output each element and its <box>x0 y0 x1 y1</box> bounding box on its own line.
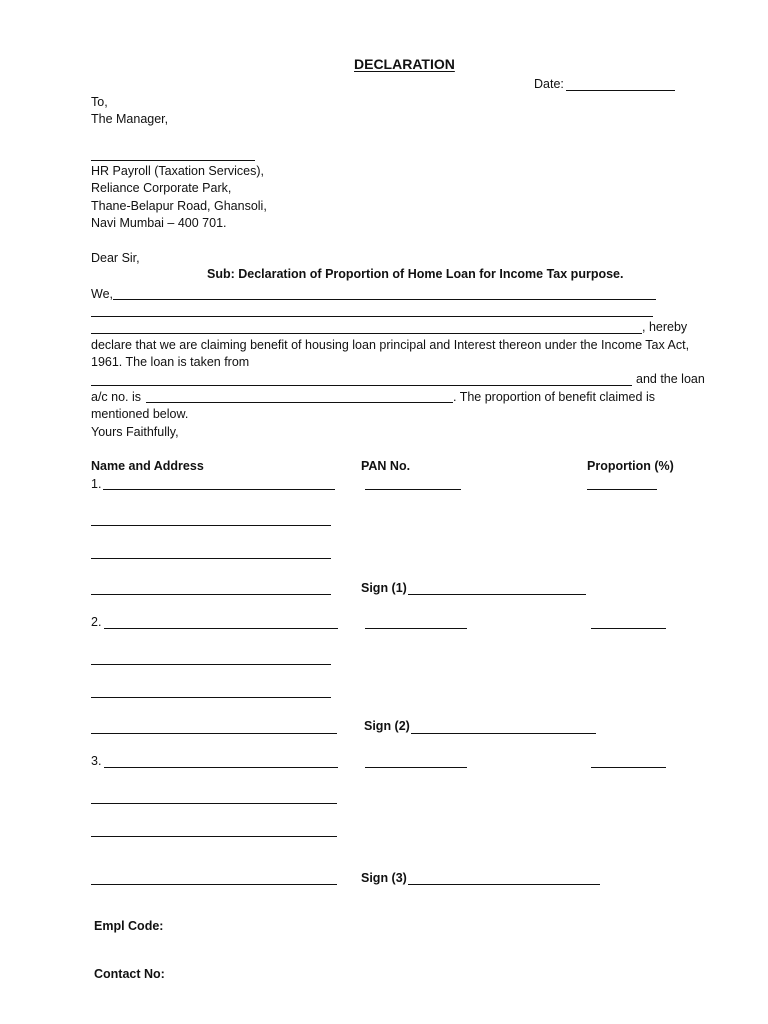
name-address-field[interactable] <box>91 733 337 734</box>
salutation: Dear Sir, <box>91 251 140 265</box>
proportion-field[interactable] <box>591 767 666 768</box>
declaration-text: declare that we are claiming benefit of housing loan principal and Interest thereon under the Income Tax Act, <box>91 338 690 352</box>
sign-label: Sign (1) <box>361 581 407 595</box>
name-address-field[interactable] <box>91 836 337 837</box>
pan-field[interactable] <box>365 628 467 629</box>
ac-no-label: a/c no. is <box>91 390 142 404</box>
proportion-field[interactable] <box>587 489 657 490</box>
declaration-text: 1961. The loan is taken from <box>91 355 250 369</box>
manager-name-field[interactable] <box>91 160 255 161</box>
names-field[interactable] <box>91 316 653 317</box>
name-address-field[interactable] <box>91 884 337 885</box>
to-line: To, <box>91 95 108 109</box>
manager-line: The Manager, <box>91 112 169 126</box>
name-address-field[interactable] <box>91 558 331 559</box>
name-address-field[interactable] <box>91 664 331 665</box>
name-address-field[interactable] <box>91 697 331 698</box>
mentioned-text: mentioned below. <box>91 407 189 421</box>
sign-label: Sign (2) <box>364 719 410 733</box>
name-address-field[interactable] <box>91 803 337 804</box>
name-address-field[interactable] <box>103 489 335 490</box>
empl-code-label: Empl Code: <box>94 919 164 933</box>
header-pan: PAN No. <box>361 459 411 473</box>
name-address-field[interactable] <box>91 594 331 595</box>
entry-number: 1. <box>91 477 102 491</box>
signature-field[interactable] <box>411 733 596 734</box>
loan-account-field[interactable] <box>146 402 453 403</box>
date-label: Date: <box>534 77 564 91</box>
subject-line: Sub: Declaration of Proportion of Home Loan for Income Tax purpose. <box>207 267 624 281</box>
pan-field[interactable] <box>365 489 461 490</box>
address-line: Navi Mumbai – 400 701. <box>91 216 227 230</box>
name-address-field[interactable] <box>104 767 338 768</box>
page-title: DECLARATION <box>354 56 455 72</box>
closing-text: Yours Faithfully, <box>91 425 179 439</box>
contact-no-label: Contact No: <box>94 967 165 981</box>
signature-field[interactable] <box>408 884 600 885</box>
entry-number: 2. <box>91 615 102 629</box>
date-field[interactable] <box>566 90 675 91</box>
signature-field[interactable] <box>408 594 586 595</box>
header-name-address: Name and Address <box>91 459 204 473</box>
proportion-text: . The proportion of benefit claimed is <box>453 390 655 404</box>
lender-field[interactable] <box>91 385 632 386</box>
we-label: We, <box>91 287 113 301</box>
and-the-loan-text: and the loan <box>636 372 705 386</box>
proportion-field[interactable] <box>591 628 666 629</box>
header-proportion: Proportion (%) <box>587 459 674 473</box>
name-address-field[interactable] <box>104 628 338 629</box>
address-line: HR Payroll (Taxation Services), <box>91 164 264 178</box>
names-field[interactable] <box>91 333 642 334</box>
sign-label: Sign (3) <box>361 871 407 885</box>
name-address-field[interactable] <box>91 525 331 526</box>
entry-number: 3. <box>91 754 102 768</box>
pan-field[interactable] <box>365 767 467 768</box>
address-line: Reliance Corporate Park, <box>91 181 232 195</box>
names-field[interactable] <box>113 299 656 300</box>
address-line: Thane-Belapur Road, Ghansoli, <box>91 199 267 213</box>
hereby-text: , hereby <box>642 320 688 334</box>
